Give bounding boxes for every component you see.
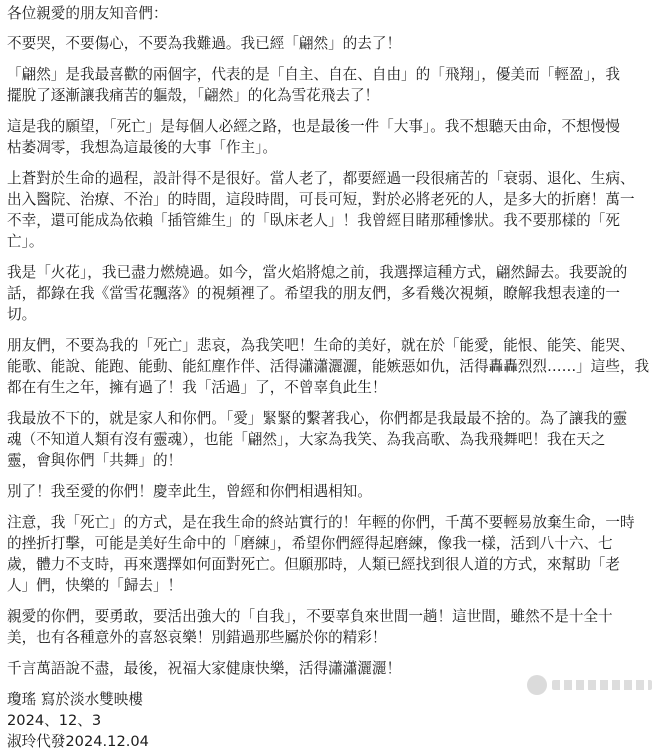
paragraph-1 <box>7 33 663 54</box>
text-line: 話，都錄在我《當雪花飄落》的視頻裡了。希望我的朋友們，多看幾次視頻，瞭解我想表達的一 <box>7 285 620 302</box>
text-line: 能歌、能說、能跑、能動、能紅塵作伴、活得瀟瀟灑灑，能嫉惡如仇，活得轟轟烈烈……」這些，我 <box>7 358 650 375</box>
text-line: 都在有生之年，擁有過了！我「活過」了，不曾辜負此生！ <box>7 379 387 396</box>
watermark-icon <box>527 675 547 695</box>
paragraph-6 <box>7 335 663 398</box>
letter <box>7 3 663 752</box>
paragraph-10 <box>7 606 663 648</box>
text-line: 朋友們，不要為我的「死亡」悲哀，為我笑吧！生命的美好，就在於「能愛，能恨、能笑、能哭、 <box>7 337 635 354</box>
text-line: 擺脫了逐漸讓我痛苦的軀殼，「翩然」的化為雪花飛去了！ <box>7 87 380 104</box>
text-line: 魂（不知道人類有沒有靈魂），也能「翩然」，大家為我笑、為我高歌、為我飛舞吧！我在天之 <box>7 431 606 448</box>
text-line: 不要哭，不要傷心，不要為我難過。我已經「翩然」的去了！ <box>7 35 402 52</box>
paragraph-8 <box>7 481 663 502</box>
text-line: 「翩然」是我最喜歡的兩個字，代表的是「自主、自在、自由」的「飛翔」，優美而「輕盈」，我 <box>7 66 620 83</box>
text-line: 美，也有各種意外的喜怒哀樂！別錯過那些屬於你的精彩！ <box>7 629 387 646</box>
posted-by: 淑玲代發2024.12.04 <box>7 733 149 750</box>
text-line: 別了！我至愛的你們！慶幸此生，曾經和你們相遇相知。 <box>7 483 372 500</box>
signature-date: 2024、12、3 <box>7 712 102 729</box>
text-line: 上蒼對於生命的過程，設計得不是很好。當人老了，都要經過一段很痛苦的「衰弱、退化、生病、 <box>7 170 635 187</box>
text-line: 的挫折打擊，可能是美好生命中的「磨練」，希望你們經得起磨練，像我一樣，活到八十六、七 <box>7 535 613 552</box>
text-line: 這是我的願望，「死亡」是每個人必經之路，也是最後一件「大事」。我不想聽天由命，不想慢慢 <box>7 118 620 135</box>
paragraph-7 <box>7 408 663 471</box>
paragraph-4 <box>7 168 663 252</box>
signature-author: 瓊瑤 寫於淡水雙映樓 <box>7 691 143 708</box>
paragraph-5 <box>7 262 663 325</box>
paragraph-9 <box>7 512 663 596</box>
text-line: 注意，我「死亡」的方式，是在我生命的終站實行的！年輕的你們，千萬不要輕易放棄生命，一時 <box>7 514 635 531</box>
text-line: 枯萎凋零，我想為這最後的大事「作主」。 <box>7 139 277 156</box>
text-line: 亡」。 <box>7 233 44 250</box>
text-line: 切。 <box>7 306 37 323</box>
text-line: 出入醫院、治療、不治」的時間，這段時間，可長可短，對於必將老死的人，是多大的折磨！萬一 <box>7 191 635 208</box>
text-line: 親愛的你們，要勇敢，要活出強大的「自我」，不要辜負來世間一趟！這世間，雖然不是十全十 <box>7 608 613 625</box>
text-line: 千言萬語說不盡，最後，祝福大家健康快樂，活得瀟瀟灑灑！ <box>7 660 402 677</box>
text-line: 我是「火花」，我已盡力燃燒過。如今，當火焰將熄之前，我選擇這種方式，翩然歸去。我要說的 <box>7 264 628 281</box>
text-line: 不幸，還可能成為依賴「插管維生」的「臥床老人」！我曾經目睹那種慘狀。我不要那樣的「死 <box>7 212 620 229</box>
watermark-text-mark <box>552 680 652 690</box>
signature-block <box>7 689 663 752</box>
text-line: 歲，體力不支時，再來選擇如何面對死亡。但願那時，人類已經找到很人道的方式，來幫助「老 <box>7 556 620 573</box>
text-line: 靈，會與你們「共舞」的！ <box>7 452 183 469</box>
watermark-logo <box>527 672 659 698</box>
paragraph-2 <box>7 64 663 106</box>
paragraph-3 <box>7 116 663 158</box>
text-line: 人」們，快樂的「歸去」！ <box>7 577 183 594</box>
text-line: 我最放不下的，就是家人和你們。「愛」緊緊的繫著我心，你們都是我最最不捨的。為了讓我的靈 <box>7 410 628 427</box>
greeting: 各位親愛的朋友知音們： <box>7 5 168 22</box>
